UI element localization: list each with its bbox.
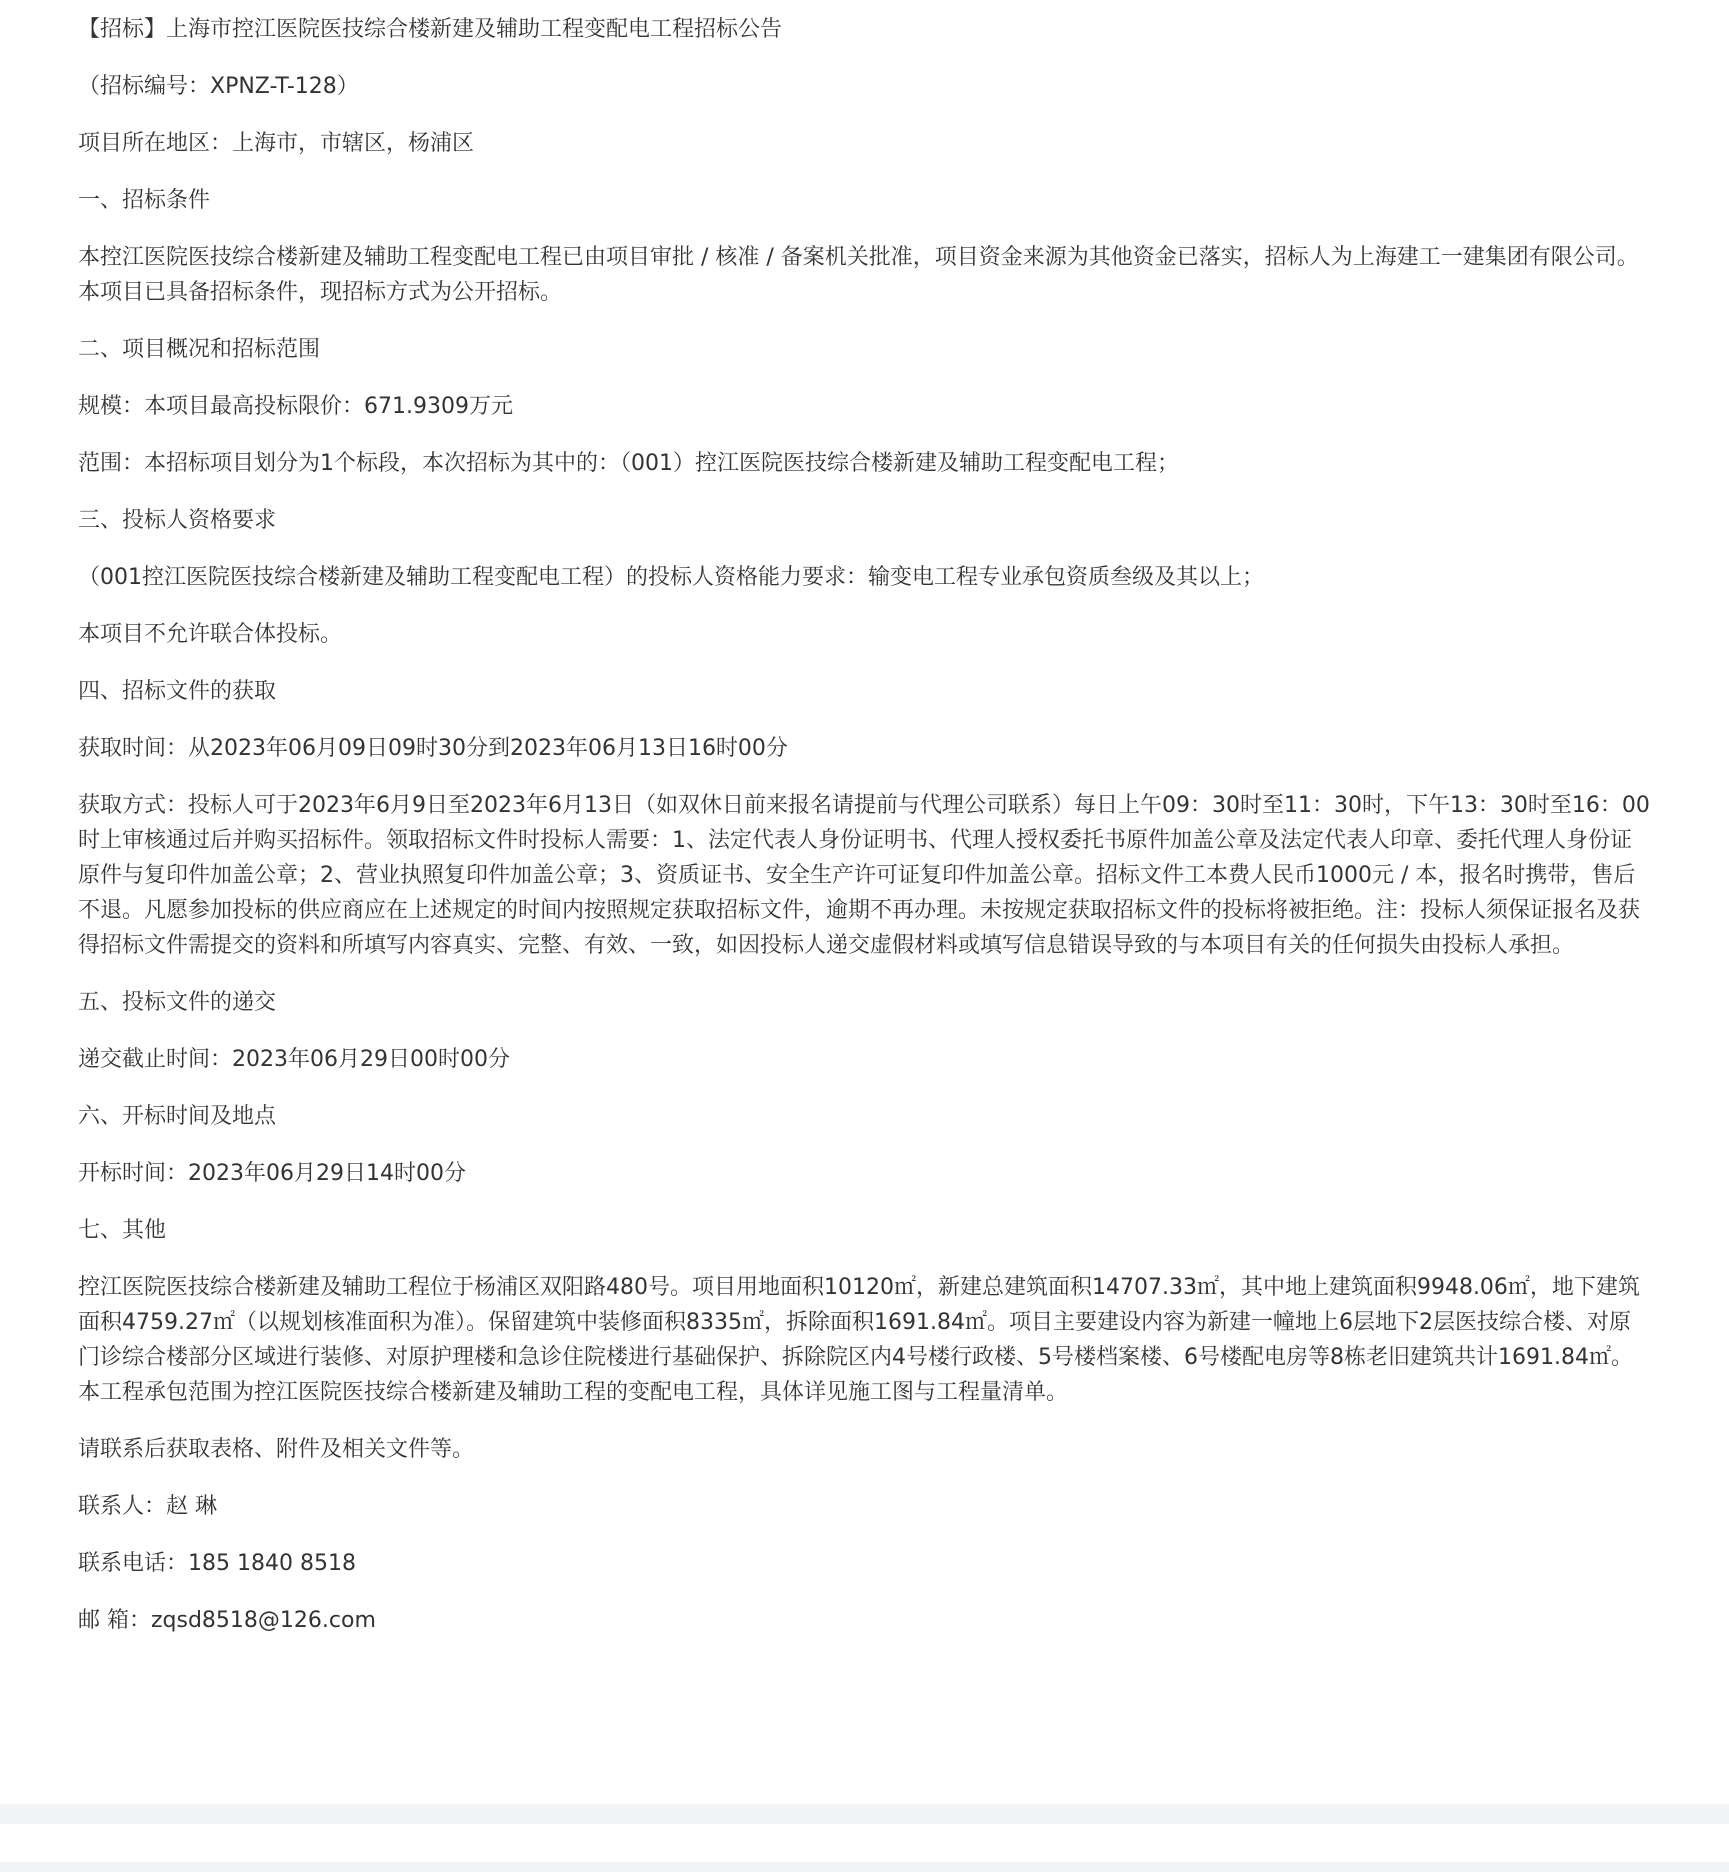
section-heading-opening: 六、开标时间及地点 — [78, 1104, 277, 1129]
conditions-text: 本控江医院医技综合楼新建及辅助工程变配电工程已由项目审批 / 核准 / 备案机关批准，项目资金来源为其他资金已落实，招标人为上海建工一建集团有限公司。本项目已具备招标条件，现招标方式为公开招标。 — [78, 245, 1639, 305]
footer-divider — [0, 1804, 1729, 1824]
other-info: 控江医院医技综合楼新建及辅助工程位于杨浦区双阳路480号。项目用地面积10120㎡，新建总建筑面积14707.33㎡，其中地上建筑面积9948.06㎡，地下建筑面积4759.27㎡（以规划核准面积为准）。保留建筑中装修面积8335㎡，拆除面积1691.84㎡。项目主要建设内容为新建一幢地上6层地下2层医技综合楼、对原门诊综合楼部分区域进行装修、对原护理楼和急诊住院楼进行基础保护、拆除院区内4号楼行政楼、5号楼档案楼、6号楼配电房等8栋老旧建筑共计1691.84㎡。本工程承包范围为控江医院医技综合楼新建及辅助工程的变配电工程，具体详见施工图与工程量清单。 — [78, 1275, 1640, 1405]
obtain-method: 获取方式：投标人可于2023年6月9日至2023年6月13日（如双休日前来报名请提前与代理公司联系）每日上午09：30时至11：30时，下午13：30时至16：00时上审核通过后并购买招标件。领取招标文件时投标人需要：1、法定代表人身份证明书、代理人授权委托书原件加盖公章及法定代表人印章、委托代理人身份证原件与复印件加盖公章；2、营业执照复印件加盖公章；3、资质证书、安全生产许可证复印件加盖公章。招标文件工本费人民币1000元 / 本，报名时携带，售后不退。凡愿参加投标的供应商应在上述规定的时间内按照规定获取招标文件，逾期不再办理。未按规定获取招标文件的投标将被拒绝。注：投标人须保证报名及获得招标文件需提交的资料和所填写内容真实、完整、有效、一致，如因投标人递交虚假材料或填写信息错误导致的与本项目有关的任何损失由投标人承担。 — [78, 793, 1650, 958]
consortium-text: 本项目不允许联合体投标。 — [78, 622, 343, 647]
contact-note: 请联系后获取表格、附件及相关文件等。 — [78, 1437, 475, 1462]
section-heading-obtain: 四、招标文件的获取 — [78, 679, 277, 704]
tender-number: （招标编号：XPNZ-T-128） — [78, 74, 359, 99]
contact-email: 邮 箱：zqsd8518@126.com — [78, 1608, 376, 1633]
announcement-body — [78, 12, 1650, 1660]
contact-phone: 联系电话：185 1840 8518 — [78, 1551, 356, 1576]
section-heading-overview: 二、项目概况和招标范围 — [78, 337, 321, 362]
project-scope: 范围：本招标项目划分为1个标段，本次招标为其中的：（001）控江医院医技综合楼新建及辅助工程变配电工程； — [78, 451, 1179, 476]
section-heading-conditions: 一、招标条件 — [78, 188, 211, 213]
obtain-time: 获取时间：从2023年06月09日09时30分到2023年06月13日16时00分 — [78, 736, 788, 761]
project-region: 项目所在地区：上海市，市辖区，杨浦区 — [78, 131, 475, 156]
footer-bar — [0, 1862, 1729, 1872]
project-scale: 规模：本项目最高投标限价：671.9309万元 — [78, 394, 513, 419]
submission-deadline: 递交截止时间：2023年06月29日00时00分 — [78, 1047, 510, 1072]
announcement-title: 【招标】上海市控江医院医技综合楼新建及辅助工程变配电工程招标公告 — [78, 17, 783, 42]
contact-person: 联系人：赵 琳 — [78, 1494, 217, 1519]
opening-time: 开标时间：2023年06月29日14时00分 — [78, 1161, 466, 1186]
section-heading-other: 七、其他 — [78, 1218, 167, 1243]
section-heading-qualification: 三、投标人资格要求 — [78, 508, 277, 533]
qualification-text: （001控江医院医技综合楼新建及辅助工程变配电工程）的投标人资格能力要求：输变电工程专业承包资质叁级及其以上； — [78, 565, 1264, 590]
section-heading-submission: 五、投标文件的递交 — [78, 990, 277, 1015]
